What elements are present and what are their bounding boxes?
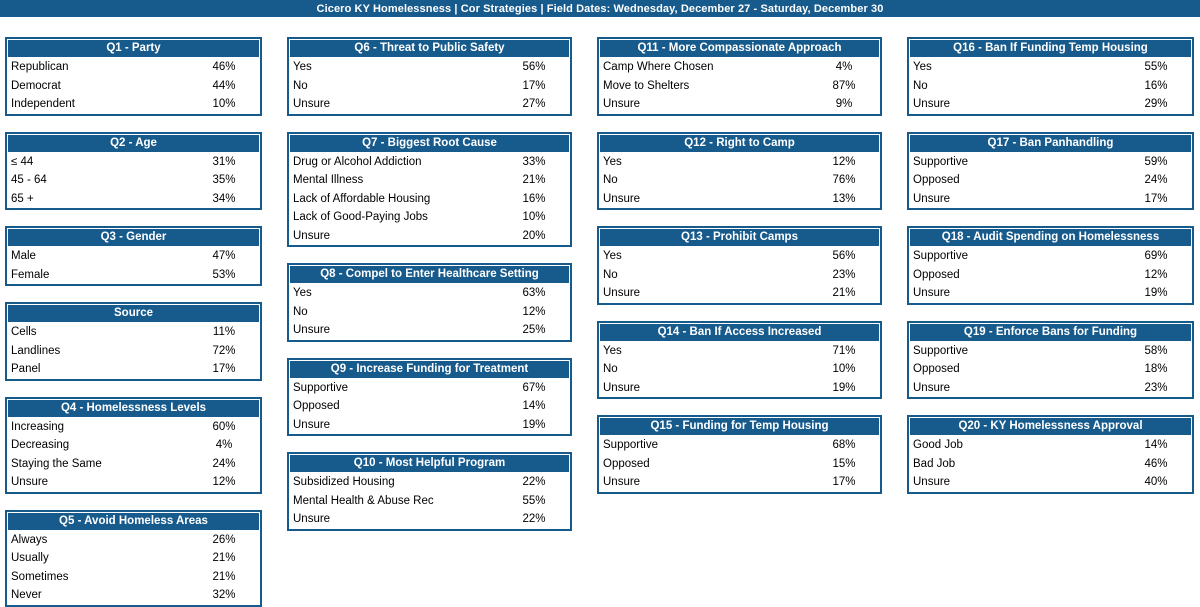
row-value: 59% [1144,155,1168,168]
table-row [7,531,260,550]
row-value: 25% [522,324,546,337]
row-value: 58% [1144,344,1168,357]
row-label: Democrat [11,79,61,92]
row-label: Unsure [603,98,641,111]
row-label: Unsure [913,192,951,205]
row-label: Male [11,250,36,263]
row-value: 19% [522,418,546,431]
table-row [289,473,570,492]
table-row [289,321,570,340]
table-row [599,455,880,474]
table-row [7,266,260,285]
table-column-4 [907,37,1194,494]
table-row [909,77,1192,96]
row-value: 17% [1144,192,1168,205]
table-row [599,342,880,361]
survey-table-q16 [907,37,1194,116]
row-value: 16% [1144,79,1168,92]
table-row [289,284,570,303]
table-column-1 [5,37,262,607]
row-label: Yes [913,61,932,74]
table-title: Q8 - Compel to Enter Healthcare Setting [289,265,570,284]
row-label: Unsure [293,229,331,242]
table-row [7,342,260,361]
row-value: 53% [212,268,236,281]
table-title: Q5 - Avoid Homeless Areas [7,512,260,531]
row-label: Drug or Alcohol Addiction [293,155,422,168]
row-value: 76% [832,174,856,187]
row-label: Supportive [913,155,968,168]
table-row [599,171,880,190]
table-row [7,568,260,587]
table-row [7,171,260,190]
row-value: 29% [1144,98,1168,111]
row-label: Supportive [913,344,968,357]
row-value: 33% [522,155,546,168]
row-label: No [603,363,618,376]
row-label: Unsure [603,476,641,489]
row-value: 17% [522,79,546,92]
row-label: Decreasing [11,439,70,452]
table-row [7,58,260,77]
table-row [7,473,260,492]
row-label: Panel [11,363,41,376]
table-title: Q15 - Funding for Temp Housing [599,417,880,436]
row-label: No [603,268,618,281]
row-value: 14% [522,400,546,413]
row-value: 22% [522,513,546,526]
row-label: Camp Where Chosen [603,61,714,74]
row-value: 69% [1144,250,1168,263]
row-label: No [293,305,308,318]
table-column-3 [597,37,882,494]
row-label: Good Job [913,439,963,452]
table-row [599,266,880,285]
table-row [909,266,1192,285]
survey-table-q1 [5,37,262,116]
row-value: 26% [212,533,236,546]
table-row [599,379,880,398]
row-label: Unsure [603,381,641,394]
table-row [7,418,260,437]
row-value: 46% [1144,457,1168,470]
row-label: Unsure [913,287,951,300]
table-row [7,323,260,342]
survey-table-q8 [287,263,572,342]
row-value: 13% [832,192,856,205]
row-value: 22% [522,476,546,489]
row-value: 32% [212,589,236,602]
row-value: 12% [1144,268,1168,281]
row-label: Supportive [293,381,348,394]
survey-table-q4 [5,397,262,494]
row-value: 27% [522,98,546,111]
row-label: Unsure [293,418,331,431]
row-label: Cells [11,326,37,339]
table-row [909,247,1192,266]
row-value: 47% [212,250,236,263]
row-value: 40% [1144,476,1168,489]
row-value: 68% [832,439,856,452]
row-value: 67% [522,381,546,394]
table-title: Q11 - More Compassionate Approach [599,39,880,58]
row-label: Unsure [603,192,641,205]
survey-table-q14 [597,321,882,400]
table-row [289,171,570,190]
row-value: 55% [522,494,546,507]
table-row [7,190,260,209]
row-label: Unsure [913,98,951,111]
row-label: Lack of Good-Paying Jobs [293,211,428,224]
row-label: Mental Illness [293,174,364,187]
row-label: No [603,174,618,187]
row-label: No [913,79,928,92]
row-label: Yes [603,155,622,168]
row-label: Bad Job [913,457,956,470]
table-row [909,455,1192,474]
row-label: 65 + [11,192,34,205]
table-row [7,436,260,455]
row-value: 31% [212,155,236,168]
row-value: 71% [832,344,856,357]
table-row [909,58,1192,77]
row-value: 23% [832,268,856,281]
row-value: 12% [832,155,856,168]
table-row [599,473,880,492]
row-label: Unsure [603,287,641,300]
row-value: 87% [832,79,856,92]
row-value: 17% [832,476,856,489]
row-value: 24% [212,457,236,470]
table-title: Q7 - Biggest Root Cause [289,134,570,153]
table-row [7,360,260,379]
row-value: 46% [212,61,236,74]
table-row [7,455,260,474]
row-value: 15% [832,457,856,470]
table-row [909,342,1192,361]
row-value: 55% [1144,61,1168,74]
table-title: Q3 - Gender [7,228,260,247]
row-label: Unsure [293,513,331,526]
table-row [909,284,1192,303]
row-value: 24% [1144,174,1168,187]
table-row [7,77,260,96]
row-value: 23% [1144,381,1168,394]
survey-table-q18 [907,226,1194,305]
table-title: Q2 - Age [7,134,260,153]
row-value: 9% [835,98,853,111]
row-label: Female [11,268,50,281]
row-value: 14% [1144,439,1168,452]
table-row [599,77,880,96]
table-row [599,190,880,209]
row-value: 56% [522,61,546,74]
survey-table-q19 [907,321,1194,400]
table-row [289,227,570,246]
report-title: Cicero KY Homelessness | Cor Strategies | Field Dates: Wednesday, December 27 - Saturday, December 30 [316,2,884,15]
table-title: Source [7,304,260,323]
table-row [289,153,570,172]
table-row [289,303,570,322]
survey-table-q10 [287,452,572,531]
table-column-2 [287,37,572,531]
row-value: 16% [522,192,546,205]
table-row [289,492,570,511]
row-value: 34% [212,192,236,205]
table-row [289,397,570,416]
table-row [289,510,570,529]
survey-table-q11 [597,37,882,116]
row-value: 63% [522,287,546,300]
row-value: 19% [1144,287,1168,300]
table-row [7,549,260,568]
table-title: Q19 - Enforce Bans for Funding [909,323,1192,342]
table-title: Q20 - KY Homelessness Approval [909,417,1192,436]
table-row [7,95,260,114]
table-title: Q16 - Ban If Funding Temp Housing [909,39,1192,58]
table-row [289,77,570,96]
row-label: Unsure [11,476,49,489]
table-row [909,360,1192,379]
row-label: Unsure [913,381,951,394]
title-bar [0,0,1200,17]
table-row [909,436,1192,455]
row-label: Staying the Same [11,457,102,470]
survey-table-q20 [907,415,1194,494]
row-label: Yes [293,61,312,74]
row-value: 44% [212,79,236,92]
survey-table-q6 [287,37,572,116]
row-label: Move to Shelters [603,79,690,92]
table-row [599,360,880,379]
row-label: Opposed [603,457,650,470]
row-label: Unsure [913,476,951,489]
row-label: Yes [603,344,622,357]
table-row [289,379,570,398]
row-label: Republican [11,61,69,74]
row-label: Never [11,589,42,602]
table-row [909,190,1192,209]
row-label: Yes [293,287,312,300]
survey-table-q13 [597,226,882,305]
table-row [599,95,880,114]
row-value: 56% [832,250,856,263]
table-title: Q14 - Ban If Access Increased [599,323,880,342]
survey-table-q15 [597,415,882,494]
row-label: Opposed [913,363,960,376]
row-label: 45 - 64 [11,174,47,187]
row-value: 21% [832,287,856,300]
tables-grid [0,37,1200,602]
row-label: Usually [11,552,49,565]
survey-table-q3 [5,226,262,286]
row-label: ≤ 44 [11,155,34,168]
row-value: 17% [212,363,236,376]
row-value: 21% [212,570,236,583]
row-label: Opposed [293,400,340,413]
table-row [289,416,570,435]
table-row [599,247,880,266]
table-row [289,190,570,209]
table-row [599,436,880,455]
table-title: Q13 - Prohibit Camps [599,228,880,247]
table-title: Q10 - Most Helpful Program [289,454,570,473]
table-title: Q17 - Ban Panhandling [909,134,1192,153]
survey-table-q2 [5,132,262,211]
row-label: No [293,79,308,92]
survey-table-q7 [287,132,572,248]
row-label: Increasing [11,420,65,433]
row-value: 4% [835,61,853,74]
row-value: 12% [212,476,236,489]
row-value: 21% [522,174,546,187]
row-label: Always [11,533,48,546]
row-value: 21% [212,552,236,565]
row-value: 19% [832,381,856,394]
table-row [289,208,570,227]
row-value: 10% [212,98,236,111]
row-label: Yes [603,250,622,263]
table-row [7,247,260,266]
row-label: Unsure [293,98,331,111]
row-value: 35% [212,174,236,187]
table-row [289,58,570,77]
row-value: 12% [522,305,546,318]
row-value: 10% [832,363,856,376]
row-label: Opposed [913,174,960,187]
row-label: Subsidized Housing [293,476,395,489]
table-title: Q6 - Threat to Public Safety [289,39,570,58]
table-row [599,58,880,77]
survey-table-q5 [5,510,262,607]
row-value: 10% [522,211,546,224]
survey-table-source [5,302,262,381]
table-title: Q9 - Increase Funding for Treatment [289,360,570,379]
row-value: 11% [212,326,236,339]
row-value: 18% [1144,363,1168,376]
row-label: Sometimes [11,570,69,583]
row-value: 4% [215,439,233,452]
table-title: Q12 - Right to Camp [599,134,880,153]
table-row [909,171,1192,190]
table-title: Q18 - Audit Spending on Homelessness [909,228,1192,247]
table-row [909,153,1192,172]
survey-table-q12 [597,132,882,211]
row-label: Unsure [293,324,331,337]
row-label: Opposed [913,268,960,281]
table-row [909,95,1192,114]
row-label: Mental Health & Abuse Rec [293,494,434,507]
row-value: 20% [522,229,546,242]
row-label: Supportive [603,439,658,452]
table-title: Q1 - Party [7,39,260,58]
row-label: Supportive [913,250,968,263]
row-value: 60% [212,420,236,433]
row-label: Landlines [11,344,61,357]
row-label: Independent [11,98,75,111]
row-label: Lack of Affordable Housing [293,192,431,205]
survey-table-q17 [907,132,1194,211]
table-row [599,153,880,172]
table-row [909,473,1192,492]
table-row [7,153,260,172]
table-title: Q4 - Homelessness Levels [7,399,260,418]
row-value: 72% [212,344,236,357]
table-row [599,284,880,303]
survey-table-q9 [287,358,572,437]
table-row [289,95,570,114]
table-row [909,379,1192,398]
